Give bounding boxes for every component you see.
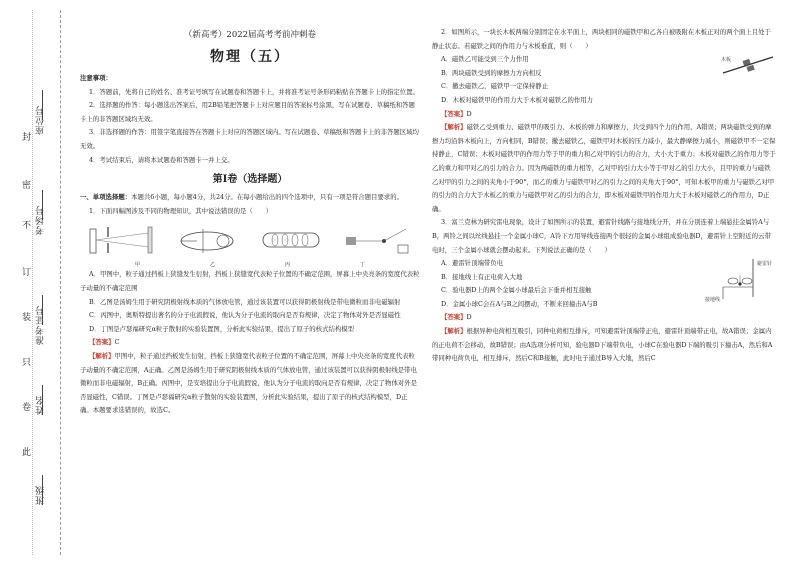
- answer-tag: 【答案】: [440, 109, 467, 118]
- q1-analysis: [80, 350, 420, 418]
- binding-dotted-line: [32, 10, 33, 555]
- analysis-tag: 【解析】: [440, 327, 467, 336]
- analysis-text: 根据异种电荷相互吸引，同种电荷相互排斥，可知避雷针顶端带正电，避雷针顶端带正电，故A错误；金属内的正电荷不会移动，故B错误；由A选项分析可知，验电器D下端带负电，小球C在验电器D下端的吸引下撞击A，然后和A带同种电荷负电，相互排斥，然后C和B接触，此时电子通过B导入大地，然后C: [432, 327, 773, 363]
- q2-analysis: [432, 121, 777, 216]
- note-item: 4．考试结束后，请将本试题卷和答题卡一并上交。: [88, 155, 234, 164]
- figure-label: 丙: [284, 262, 290, 269]
- q3-option-b: B．接地线上有正电荷入大地: [440, 272, 523, 281]
- left-column: [80, 26, 420, 418]
- magnet-current-figure: [257, 223, 327, 257]
- q3-option-a: A．避雷针顶端带负电: [440, 259, 504, 268]
- lightning-rod-label: 避雷针: [757, 261, 773, 268]
- q2-option-a: A．磁铁乙可能受到三个力作用: [440, 55, 529, 64]
- notes-heading: 注意事项：: [80, 74, 112, 82]
- name-blank: [42, 385, 53, 415]
- alpha-scattering-figure: [342, 223, 412, 257]
- seal-char: 只: [22, 358, 32, 368]
- q2-option-c: C．撤去磁铁乙，磁铁甲一定保持静止: [440, 82, 549, 91]
- q1-option-c: C．丙图中，奥斯特提出著名的分子电流假说，他认为分子电流的取向是否有规律，决定了物体对外是否显磁性: [88, 311, 401, 320]
- exam-subtitle: （新高考）2022届高考考前冲刺卷: [183, 30, 317, 40]
- q2-stem: 2．如图所示，一块长木板两端分别固定在水平面上，两块相同的磁铁甲和乙各自被吸附在木板正对的两个面上且处于静止状态。若磁铁之间的作用力与木板垂直，则（ ）: [432, 28, 771, 50]
- exam-id-label: 准考证号: [36, 305, 46, 345]
- q3-analysis: [432, 325, 777, 366]
- seal-char: 不: [22, 221, 32, 231]
- answer-value: D: [466, 109, 472, 118]
- analysis-text: 甲图中，粒子通过挡板发生衍射，挡板上狭缝宽代表粒子位置的不确定范围，屏幕上中央亮条的宽度代表粒子动量的不确定范围，A正确。乙图是汤姆生用于研究阴极射线本质的气体放电管，通过该装置可以获得阴极射线是带电微粒而非电磁辐射，B正确。丙图中，是安培提出分子电流假说，他认为分子电流的取向是否有规律，决定了物体对外是否显磁性，C错误。丁图是卢瑟福研究α粒子散射的实验装置图，分析此实验结果，提出了原子的核式结构模型，D正确。本题要求选错误的，故选C。: [80, 351, 418, 415]
- section-intro-bold: 一、单项选择题：: [80, 193, 132, 202]
- lightning-rod-figure: [703, 257, 777, 303]
- seal-char: 订: [22, 268, 32, 278]
- q3-answer: [432, 311, 777, 325]
- analysis-tag: 【解析】: [88, 351, 115, 360]
- answer-value: C: [114, 338, 120, 347]
- q2-answer: [432, 108, 777, 122]
- board-label: 木板: [721, 57, 732, 64]
- diffraction-figure: [88, 223, 158, 257]
- q3-stem: 3．富兰克林为研究雷电现象，设计了如图所示的装置，避雷针线路与接地线分开，并在分别连着上端悬挂金属铃A与B，两铃之间以丝线悬挂一个金属小球C，A铃下方用导线连接两个很轻的金属小球组成验电器D，避雷针上空附近的云带电时，三个金属小球就会摆动起来。下列说法正确的是（ ）: [432, 218, 771, 254]
- right-column: [432, 26, 777, 366]
- section-title: 第Ⅰ卷（选择题）: [212, 174, 288, 186]
- q3-option-c: C．验电器D上的两个金属小球最后会下垂并相互接触: [440, 286, 592, 295]
- analysis-text: 磁铁乙受到重力、磁铁甲的吸引力、木板的弹力和摩擦力，共受到四个力的作用，A错误；两块磁铁受到的摩擦力均沿斜木板向上，方向相同，B错误；撤去磁铁乙，磁铁甲对木板的压力减小，最大静摩擦力减小，则磁铁甲不一定保持静止，C错误；木板对磁铁甲的作用力等于甲的重力和乙对甲的引力的合力，大小大于重力；木板对磁铁乙的作用力等于乙的重力和甲对乙的引力的合力。因为两磁铁的重力相等，乙对甲的引力大小等于甲对乙的引力大小，且甲的重力与磁铁乙对甲的引力之间的夹角小于90°，而乙的重力与磁铁甲对乙的引力之间的夹角大于90°，可知木板甲的重力与磁铁乙对甲的引力的合力大于木板乙的重力与磁铁甲对乙的引力的合力，即木板对磁铁甲的作用力大于木板对磁铁乙的作用力，D正确。: [432, 123, 776, 213]
- section-intro: [80, 191, 420, 205]
- q1-figures: [88, 220, 412, 260]
- room-number-blank: [42, 190, 53, 220]
- class-blank: [42, 475, 53, 505]
- q2-option-d: D．木板对磁铁甲的作用力大于木板对磁铁乙的作用力: [440, 95, 594, 104]
- answer-tag: 【答案】: [88, 338, 115, 347]
- seal-char: 封: [22, 133, 32, 143]
- figure-label: 乙: [209, 262, 215, 269]
- analysis-tag: 【解析】: [440, 123, 467, 132]
- q3-option-d: D．金属小球C会在A与B之间摆动，不断来回撞击A与B: [440, 299, 598, 308]
- q2-option-b: B．两块磁铁受到的摩擦力方向相反: [440, 68, 542, 77]
- q1-stem: 1．下面四幅图涉及不同的物理知识，其中说法错误的是（ ）: [88, 206, 272, 215]
- note-item: 3．非选择题的作答：用签字笔直接答在答题卡上对应的答题区域内。写在试题卷、草稿纸和答题卡上的非答题区域均无效。: [80, 128, 419, 150]
- q1-answer: [80, 336, 420, 350]
- seal-char: 卷: [22, 403, 32, 413]
- seal-char: 此: [22, 448, 32, 458]
- note-item: 2．选择题的作答：每小题选出答案后，用2B铅笔把答题卡上对应题目的答案标号涂黑，写在试题卷、草稿纸和答题卡上的非答题区域均无效。: [80, 101, 415, 123]
- figure-label: 甲: [134, 262, 140, 269]
- exam-id-blank: [42, 295, 53, 325]
- note-item: 1．答题前，先将自己的姓名、准考证号填写在试题卷和答题卡上，并将准考证号条形码粘贴在答题卡上的指定位置。: [88, 87, 419, 96]
- seat-number-blank: [42, 90, 53, 120]
- binding-dashed-line: [60, 10, 61, 555]
- figure-label: 丁: [359, 262, 365, 269]
- seat-number-label: 座位号: [36, 105, 46, 135]
- board-magnets-figure: [719, 53, 777, 75]
- discharge-tube-figure: [173, 223, 243, 257]
- q1-option-d: D．丁图是卢瑟福研究α粒子散射的实验装置图，分析此实验结果，提出了原子的核式结构模型: [88, 324, 355, 333]
- answer-tag: 【答案】: [440, 313, 467, 322]
- class-label: 班级: [36, 485, 46, 505]
- seal-char: 密: [22, 181, 32, 191]
- q1-option-a: A．甲图中，粒子通过挡板上狭缝发生衍射，挡板上狭缝宽代表粒子位置的不确定范围，屏幕上中央亮条的宽度代表粒子动量的不确定范围: [80, 270, 420, 292]
- room-number-label: 考场号: [36, 205, 46, 235]
- seal-char: 装: [22, 313, 32, 323]
- binding-strip: [0, 0, 60, 562]
- q1-option-b: B．乙图是汤姆生用于研究阴极射线本质的气体放电管，通过该装置可以获得阴极射线是带电微粒而非电磁辐射: [88, 297, 401, 306]
- answer-value: D: [466, 313, 472, 322]
- section-intro-text: 本题共6小题，每小题4分，共24分。在每小题给出的四个选项中，只有一项是符合题目要求的。: [131, 193, 404, 202]
- ground-wire-label: 接地线: [705, 297, 721, 304]
- name-label: 姓名: [36, 395, 46, 415]
- exam-title: 物理（五）: [210, 49, 290, 65]
